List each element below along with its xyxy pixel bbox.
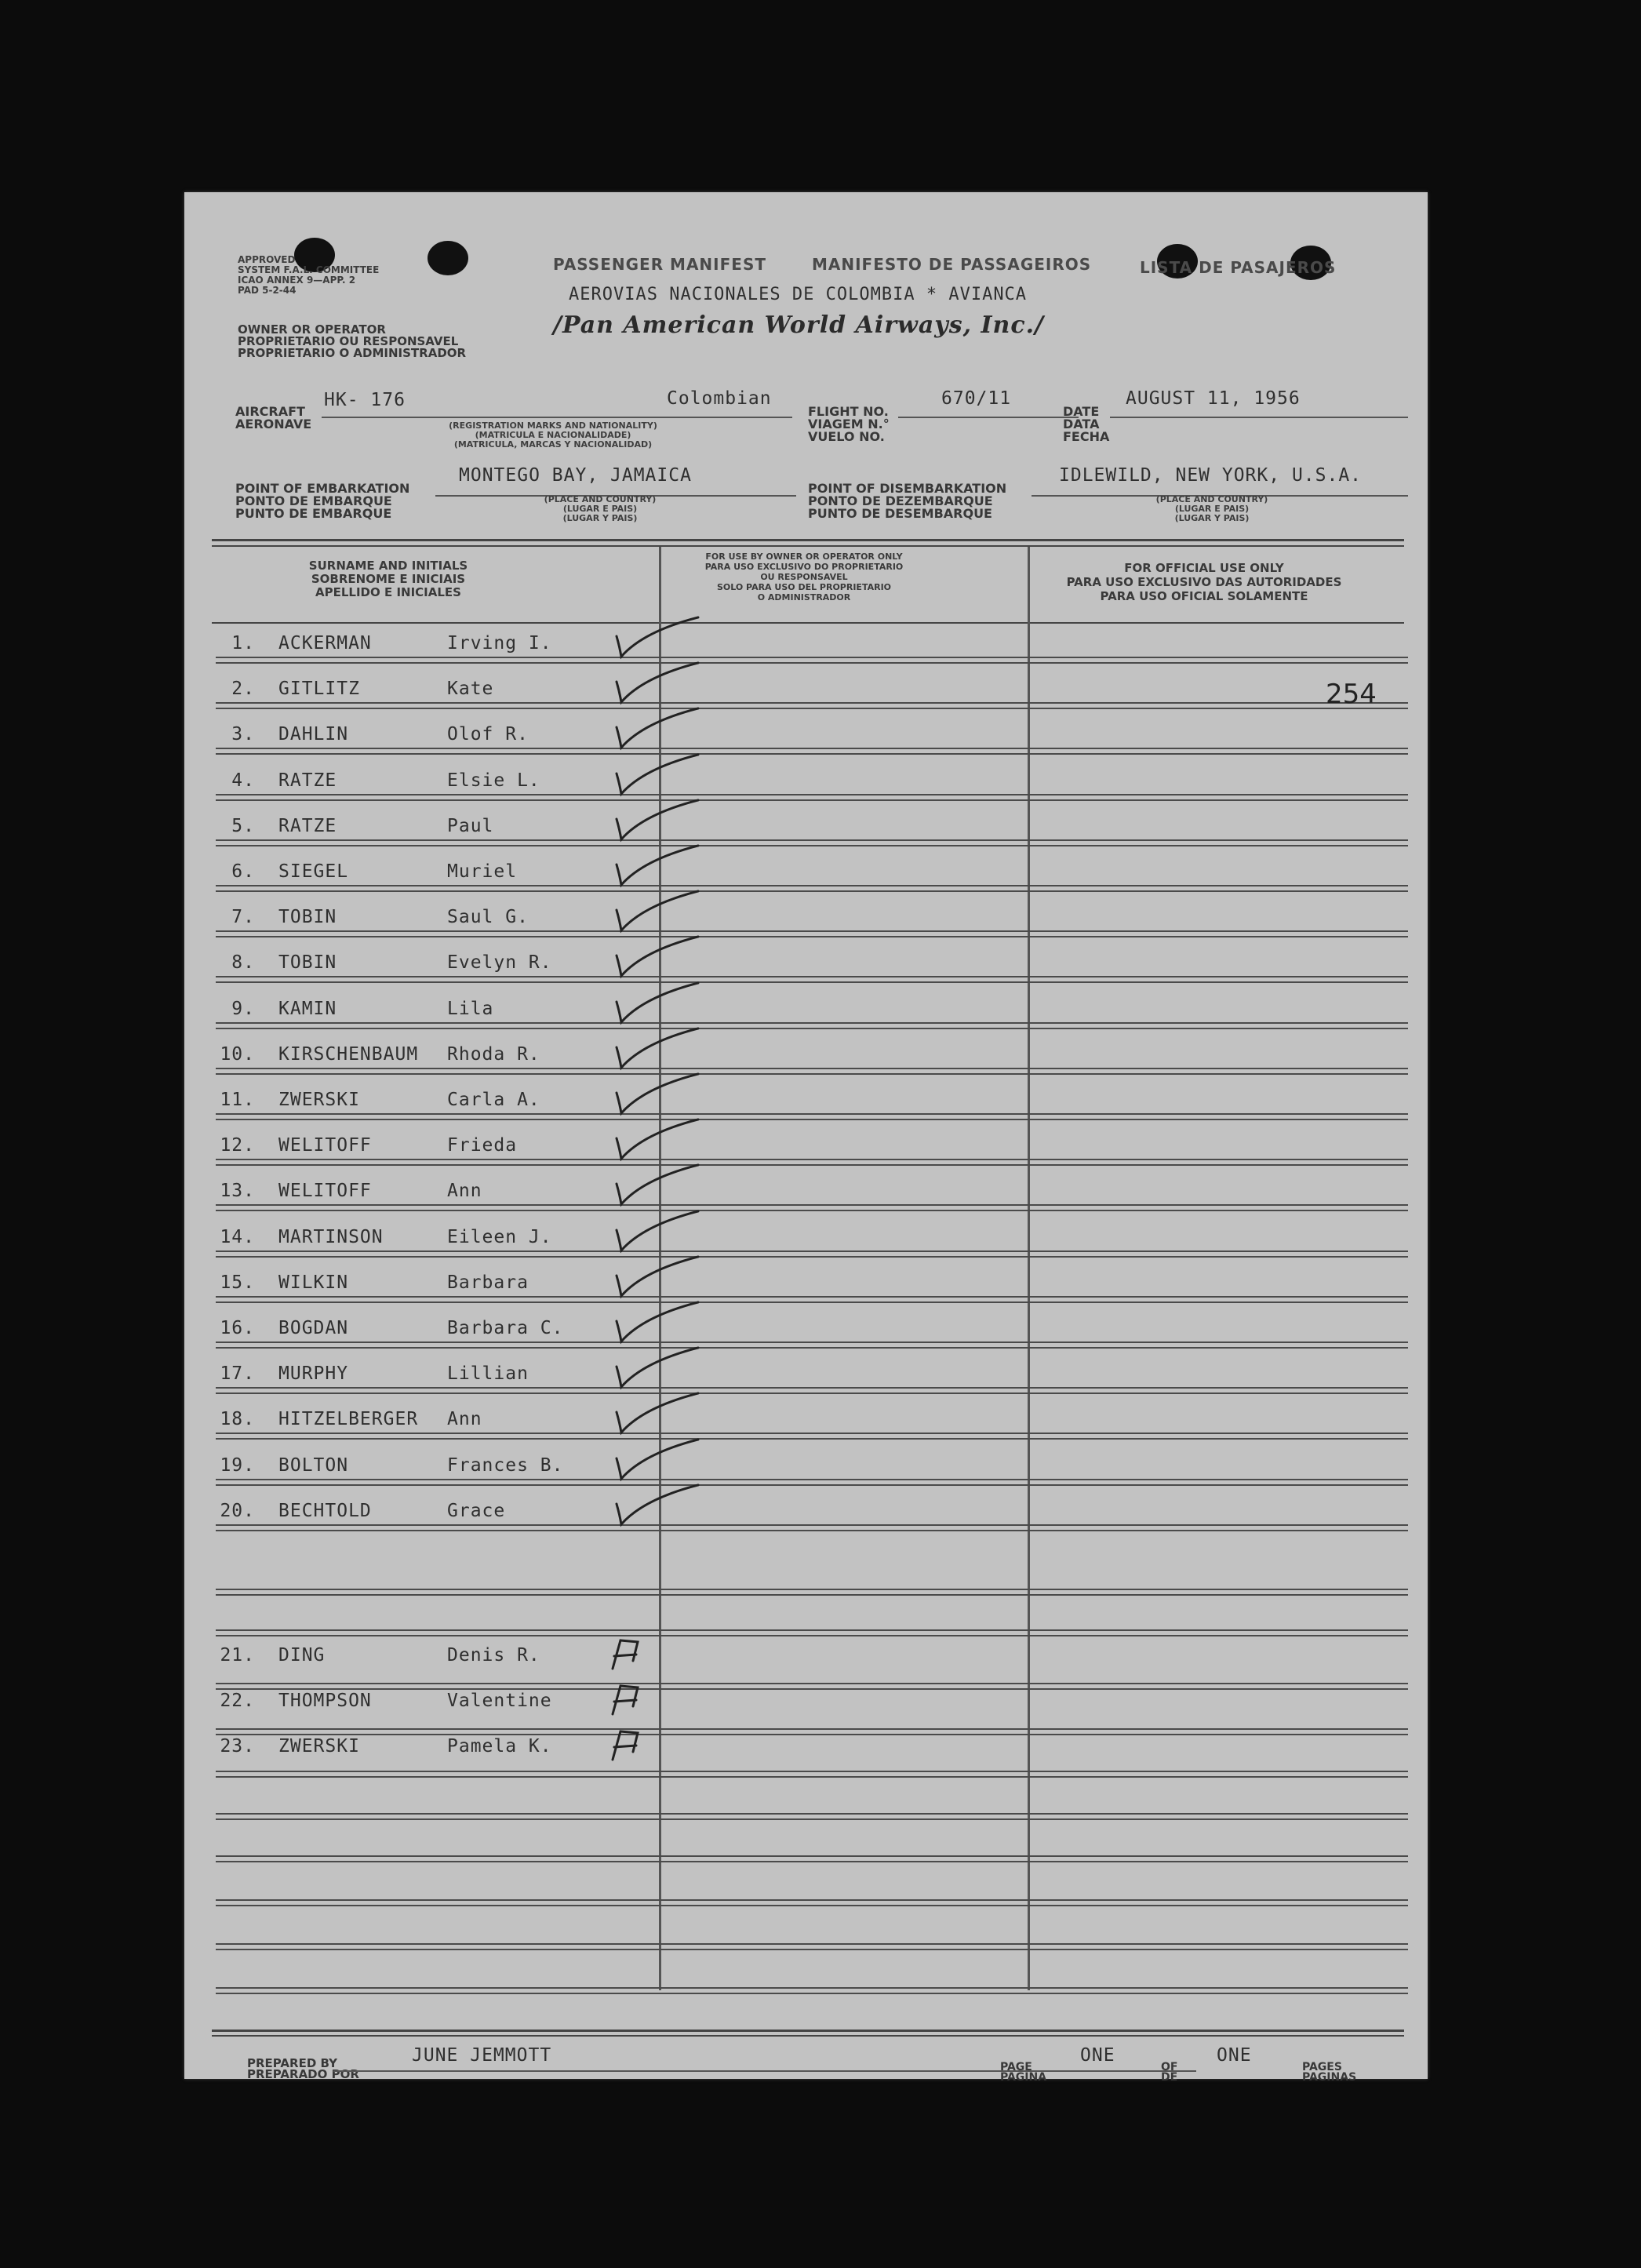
aircraft-caption: (REGISTRATION MARKS AND NATIONALITY) (MATRICULA E NACIONALIDADE) (MATRICULA, MARCAS Y NACIONALIDAD) bbox=[449, 420, 657, 450]
passenger-row bbox=[184, 1090, 1428, 1121]
passenger-surname: ACKERMAN bbox=[278, 633, 372, 653]
punch-hole-icon bbox=[428, 241, 468, 275]
passenger-given-name: Elsie L. bbox=[447, 770, 540, 791]
check-mark-icon bbox=[612, 797, 706, 847]
aircraft-label: AIRCRAFT AERONAVE bbox=[235, 404, 312, 431]
passenger-number: 6. bbox=[231, 861, 255, 882]
title-english: PASSENGER MANIFEST bbox=[553, 255, 766, 274]
passenger-row bbox=[184, 999, 1428, 1030]
passenger-surname: TOBIN bbox=[278, 952, 337, 974]
passenger-surname: MARTINSON bbox=[278, 1226, 384, 1247]
passenger-number: 11. bbox=[220, 1090, 255, 1110]
passenger-number: 9. bbox=[231, 998, 255, 1019]
passenger-row bbox=[184, 633, 1428, 664]
passenger-given-name: Frances B. bbox=[447, 1454, 564, 1476]
row-rule bbox=[216, 1629, 1408, 1636]
disembarkation-point: IDLEWILD, NEW YORK, U.S.A. bbox=[1059, 465, 1363, 486]
passenger-number: 20. bbox=[220, 1500, 255, 1521]
passenger-surname: SIEGEL bbox=[278, 861, 349, 882]
passenger-row bbox=[184, 770, 1428, 802]
embarkation-point: MONTEGO BAY, JAMAICA bbox=[459, 465, 692, 486]
passenger-surname: WILKIN bbox=[278, 1272, 349, 1293]
check-mark-icon bbox=[612, 614, 706, 664]
passenger-surname: DAHLIN bbox=[278, 724, 349, 745]
check-mark-icon bbox=[612, 1482, 706, 1532]
handwritten-a-icon bbox=[606, 1637, 644, 1675]
passenger-number: 21. bbox=[220, 1645, 255, 1666]
check-mark-icon bbox=[612, 705, 706, 755]
passenger-row bbox=[184, 952, 1428, 984]
approval-block: APPROVED SYSTEM F.A.L. COMMITTEE ICAO ANNEX 9—APP. 2 PAD 5-2-44 bbox=[238, 254, 380, 296]
passenger-given-name: Evelyn R. bbox=[447, 952, 552, 974]
check-mark-icon bbox=[612, 1436, 706, 1487]
passenger-number: 19. bbox=[220, 1454, 255, 1476]
check-mark-icon bbox=[612, 888, 706, 938]
passenger-given-name: Grace bbox=[447, 1500, 506, 1521]
check-mark-icon bbox=[612, 1390, 706, 1440]
table-top-rule bbox=[212, 539, 1404, 547]
passenger-given-name: Lila bbox=[447, 998, 494, 1019]
passenger-surname: WELITOFF bbox=[278, 1135, 372, 1156]
title-portuguese: MANIFESTO DE PASSAGEIROS bbox=[812, 255, 1092, 274]
check-mark-icon bbox=[612, 1071, 706, 1121]
passenger-number: 12. bbox=[220, 1135, 255, 1156]
check-mark-icon bbox=[612, 1208, 706, 1258]
operator-name: AEROVIAS NACIONALES DE COLOMBIA * AVIANCA bbox=[569, 285, 1028, 304]
page-number: ONE bbox=[1080, 2045, 1115, 2066]
flight-number: 670/11 bbox=[941, 388, 1012, 409]
check-mark-icon bbox=[612, 752, 706, 802]
passenger-given-name: Ann bbox=[447, 1409, 482, 1430]
disembarkation-label: POINT OF DISEMBARKATION PONTO DE DEZEMBARQUE PUNTO DE DESEMBARQUE bbox=[808, 481, 1007, 521]
passenger-row bbox=[184, 724, 1428, 755]
passenger-given-name: Kate bbox=[447, 679, 494, 700]
passenger-given-name: Ann bbox=[447, 1181, 482, 1202]
check-mark-icon bbox=[612, 980, 706, 1030]
passenger-given-name: Rhoda R. bbox=[447, 1043, 540, 1065]
passenger-given-name: Muriel bbox=[447, 861, 518, 882]
embarkation-label: POINT OF EMBARKATION PONTO DE EMBARQUE PUNTO DE EMBARQUE bbox=[235, 481, 410, 521]
passenger-row bbox=[184, 1318, 1428, 1349]
passenger-given-name: Lillian bbox=[447, 1363, 529, 1385]
passenger-number: 18. bbox=[220, 1409, 255, 1430]
row-rule bbox=[216, 1987, 1408, 1994]
check-mark-icon bbox=[612, 1025, 706, 1076]
passenger-row bbox=[184, 907, 1428, 938]
passenger-surname: BOGDAN bbox=[278, 1318, 349, 1338]
passenger-given-name: Irving I. bbox=[447, 633, 552, 653]
passenger-row bbox=[184, 816, 1428, 847]
passenger-given-name: Denis R. bbox=[447, 1645, 540, 1666]
passenger-number: 16. bbox=[220, 1318, 255, 1338]
flight-number-label: FLIGHT NO. VIAGEM N.° VUELO NO. bbox=[808, 404, 890, 444]
row-rule bbox=[216, 1728, 1408, 1735]
passenger-row bbox=[184, 1645, 1428, 1676]
surname-column-header: SURNAME AND INITIALS SOBRENOME E INICIAIS APELLIDO E INICIALES bbox=[308, 559, 468, 599]
passenger-given-name: Barbara bbox=[447, 1272, 529, 1293]
passenger-row bbox=[184, 1272, 1428, 1304]
passenger-surname: GITLITZ bbox=[278, 679, 360, 700]
flight-date: AUGUST 11, 1956 bbox=[1126, 388, 1301, 409]
prepared-by-label: PREPARED BY PREPARADO POR bbox=[247, 2056, 359, 2081]
passenger-number: 2. bbox=[231, 679, 255, 700]
passenger-row bbox=[184, 679, 1428, 710]
passenger-number: 5. bbox=[231, 815, 255, 836]
passenger-surname: BOLTON bbox=[278, 1454, 349, 1476]
row-rule bbox=[216, 1813, 1408, 1820]
operator-stamp: /Pan American World Airways, Inc./ bbox=[553, 311, 1045, 339]
passenger-row bbox=[184, 1409, 1428, 1440]
passenger-given-name: Eileen J. bbox=[447, 1226, 552, 1247]
passenger-number: 1. bbox=[231, 633, 255, 653]
handwritten-a-icon bbox=[606, 1728, 644, 1766]
owner-operator-label: OWNER OR OPERATOR PROPRIETARIO OU RESPONSAVEL PROPRIETARIO O ADMINISTRADOR bbox=[238, 322, 467, 360]
passenger-given-name: Paul bbox=[447, 815, 494, 836]
passenger-given-name: Frieda bbox=[447, 1135, 518, 1156]
footer-top-rule bbox=[212, 2030, 1404, 2037]
header-bottom-rule bbox=[212, 622, 1404, 624]
passenger-number: 23. bbox=[220, 1736, 255, 1757]
passenger-number: 7. bbox=[231, 907, 255, 928]
row-rule bbox=[216, 1899, 1408, 1906]
check-mark-icon bbox=[612, 1116, 706, 1167]
aircraft-registration: HK- 176 bbox=[324, 390, 406, 410]
passenger-row bbox=[184, 1691, 1428, 1722]
passenger-surname: TOBIN bbox=[278, 907, 337, 928]
operator-column-header: FOR USE BY OWNER OR OPERATOR ONLY PARA USO EXCLUSIVO DO PROPRIETARIO OU RESPONSAVEL SOLO PARA USO DEL PROPRIETARIO O ADMINISTRADOR bbox=[704, 552, 904, 602]
check-mark-icon bbox=[612, 843, 706, 893]
check-mark-icon bbox=[612, 1254, 706, 1304]
disembarkation-caption: (PLACE AND COUNTRY) (LUGAR E PAIS) (LUGAR Y PAIS) bbox=[1155, 494, 1268, 523]
row-rule bbox=[216, 1771, 1408, 1778]
passenger-row bbox=[184, 1363, 1428, 1395]
pages-label: PAGES PAGINAS bbox=[1302, 2061, 1357, 2084]
passenger-number: 3. bbox=[231, 724, 255, 745]
check-mark-icon bbox=[612, 1345, 706, 1395]
passenger-row bbox=[184, 1044, 1428, 1076]
of-label: OF DE bbox=[1161, 2061, 1178, 2084]
passenger-given-name: Valentine bbox=[447, 1691, 552, 1711]
passenger-number: 14. bbox=[220, 1226, 255, 1247]
passenger-surname: HITZELBERGER bbox=[278, 1409, 419, 1430]
passenger-given-name: Saul G. bbox=[447, 907, 529, 928]
passenger-surname: MURPHY bbox=[278, 1363, 349, 1385]
passenger-row bbox=[184, 861, 1428, 893]
passenger-row bbox=[184, 1455, 1428, 1487]
passenger-surname: ZWERSKI bbox=[278, 1736, 360, 1757]
passenger-given-name: Barbara C. bbox=[447, 1318, 564, 1338]
manifest-sheet bbox=[184, 192, 1428, 2084]
passenger-surname: WELITOFF bbox=[278, 1181, 372, 1202]
passenger-row bbox=[184, 1736, 1428, 1767]
passenger-given-name: Pamela K. bbox=[447, 1736, 552, 1757]
row-rule bbox=[216, 1589, 1408, 1596]
passenger-row bbox=[184, 1181, 1428, 1212]
row-rule bbox=[216, 1683, 1408, 1690]
passenger-number: 8. bbox=[231, 952, 255, 974]
row-rule bbox=[216, 1855, 1408, 1862]
passenger-surname: KIRSCHENBAUM bbox=[278, 1043, 419, 1065]
total-pages: ONE bbox=[1217, 2045, 1252, 2066]
passenger-number: 13. bbox=[220, 1181, 255, 1202]
passenger-row bbox=[184, 1135, 1428, 1167]
aircraft-nationality: Colombian bbox=[667, 388, 772, 409]
official-number: 254 bbox=[1326, 679, 1377, 710]
date-label: DATE DATA FECHA bbox=[1063, 404, 1110, 444]
check-mark-icon bbox=[612, 1299, 706, 1349]
passenger-given-name: Olof R. bbox=[447, 724, 529, 745]
official-column-header: FOR OFFICIAL USE ONLY PARA USO EXCLUSIVO DAS AUTORIDADES PARA USO OFICIAL SOLAMENTE bbox=[1066, 561, 1342, 603]
passenger-surname: DING bbox=[278, 1645, 326, 1666]
passenger-number: 15. bbox=[220, 1272, 255, 1293]
passenger-number: 4. bbox=[231, 770, 255, 791]
passenger-surname: KAMIN bbox=[278, 998, 337, 1019]
passenger-surname: BECHTOLD bbox=[278, 1500, 372, 1521]
passenger-surname: THOMPSON bbox=[278, 1691, 372, 1711]
handwritten-a-icon bbox=[606, 1683, 644, 1720]
passenger-row bbox=[184, 1227, 1428, 1258]
passenger-surname: ZWERSKI bbox=[278, 1090, 360, 1110]
prepared-by: JUNE JEMMOTT bbox=[412, 2045, 552, 2066]
row-rule bbox=[216, 1943, 1408, 1950]
title-spanish: LISTA DE PASAJEROS bbox=[1140, 258, 1337, 277]
check-mark-icon bbox=[612, 1162, 706, 1212]
passenger-number: 10. bbox=[220, 1043, 255, 1065]
check-mark-icon bbox=[612, 660, 706, 710]
check-mark-icon bbox=[612, 934, 706, 984]
passenger-number: 17. bbox=[220, 1363, 255, 1385]
passenger-surname: RATZE bbox=[278, 770, 337, 791]
passenger-number: 22. bbox=[220, 1691, 255, 1711]
passenger-given-name: Carla A. bbox=[447, 1090, 540, 1110]
embarkation-caption: (PLACE AND COUNTRY) (LUGAR E PAIS) (LUGAR Y PAIS) bbox=[544, 494, 657, 523]
passenger-surname: RATZE bbox=[278, 815, 337, 836]
page-label: PAGE PAGINA bbox=[1000, 2061, 1047, 2084]
passenger-row bbox=[184, 1501, 1428, 1532]
